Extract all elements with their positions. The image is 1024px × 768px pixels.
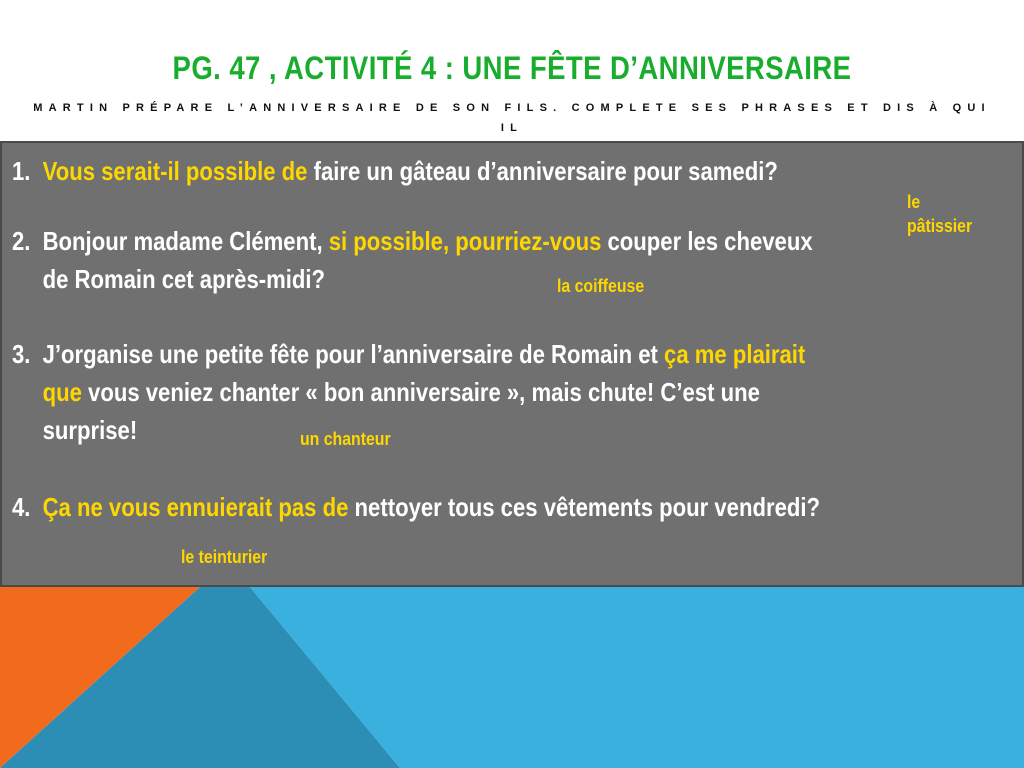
item-line-3: surprise! bbox=[42, 415, 138, 445]
item-text: nettoyer tous ces vêtements pour vendredi? bbox=[348, 492, 821, 522]
item-text: faire un gâteau d’anniversaire pour samedi? bbox=[307, 156, 778, 186]
item-number: 4. bbox=[12, 492, 31, 522]
answer-2: la coiffeuse bbox=[557, 276, 645, 296]
subtitle-line-1: MARTIN PRÉPARE L’ANNIVERSAIRE DE SON FILS. COMPLETE SES PHRASES ET DIS À QUI IL bbox=[33, 102, 991, 134]
item-highlight-2: que bbox=[42, 377, 82, 407]
answer-1-line-2: pâtissier bbox=[907, 216, 973, 236]
exercise-item-2 bbox=[12, 222, 954, 298]
item-highlight: ça me plairait bbox=[664, 339, 806, 369]
item-number: 2. bbox=[12, 226, 31, 256]
item-line-2: de Romain cet après-midi? bbox=[42, 264, 326, 294]
item-pre: J’organise une petite fête pour l’anniversaire de Romain et bbox=[42, 339, 665, 369]
item-highlight: si possible, pourriez-vous bbox=[328, 226, 602, 256]
answer-3: un chanteur bbox=[300, 429, 391, 449]
item-number: 3. bbox=[12, 339, 31, 369]
item-text-2: vous veniez chanter « bon anniversaire », mais chute! C’est une bbox=[81, 377, 760, 407]
answer-4: le teinturier bbox=[181, 547, 268, 567]
item-highlight: Ça ne vous ennuierait pas de bbox=[42, 492, 349, 522]
exercise-item-3 bbox=[12, 335, 945, 449]
exercise-item-1 bbox=[12, 152, 913, 190]
item-number: 1. bbox=[12, 156, 31, 186]
slide-title: PG. 47 , ACTIVITÉ 4 : UNE FÊTE D’ANNIVERSAIRE bbox=[172, 50, 852, 86]
item-text: couper les cheveux bbox=[601, 226, 813, 256]
item-pre: Bonjour madame Clément, bbox=[42, 226, 329, 256]
answer-1-line-1: le bbox=[907, 192, 921, 212]
answer-1 bbox=[907, 190, 972, 238]
item-highlight: Vous serait-il possible de bbox=[42, 156, 308, 186]
exercise-item-4 bbox=[12, 488, 963, 526]
